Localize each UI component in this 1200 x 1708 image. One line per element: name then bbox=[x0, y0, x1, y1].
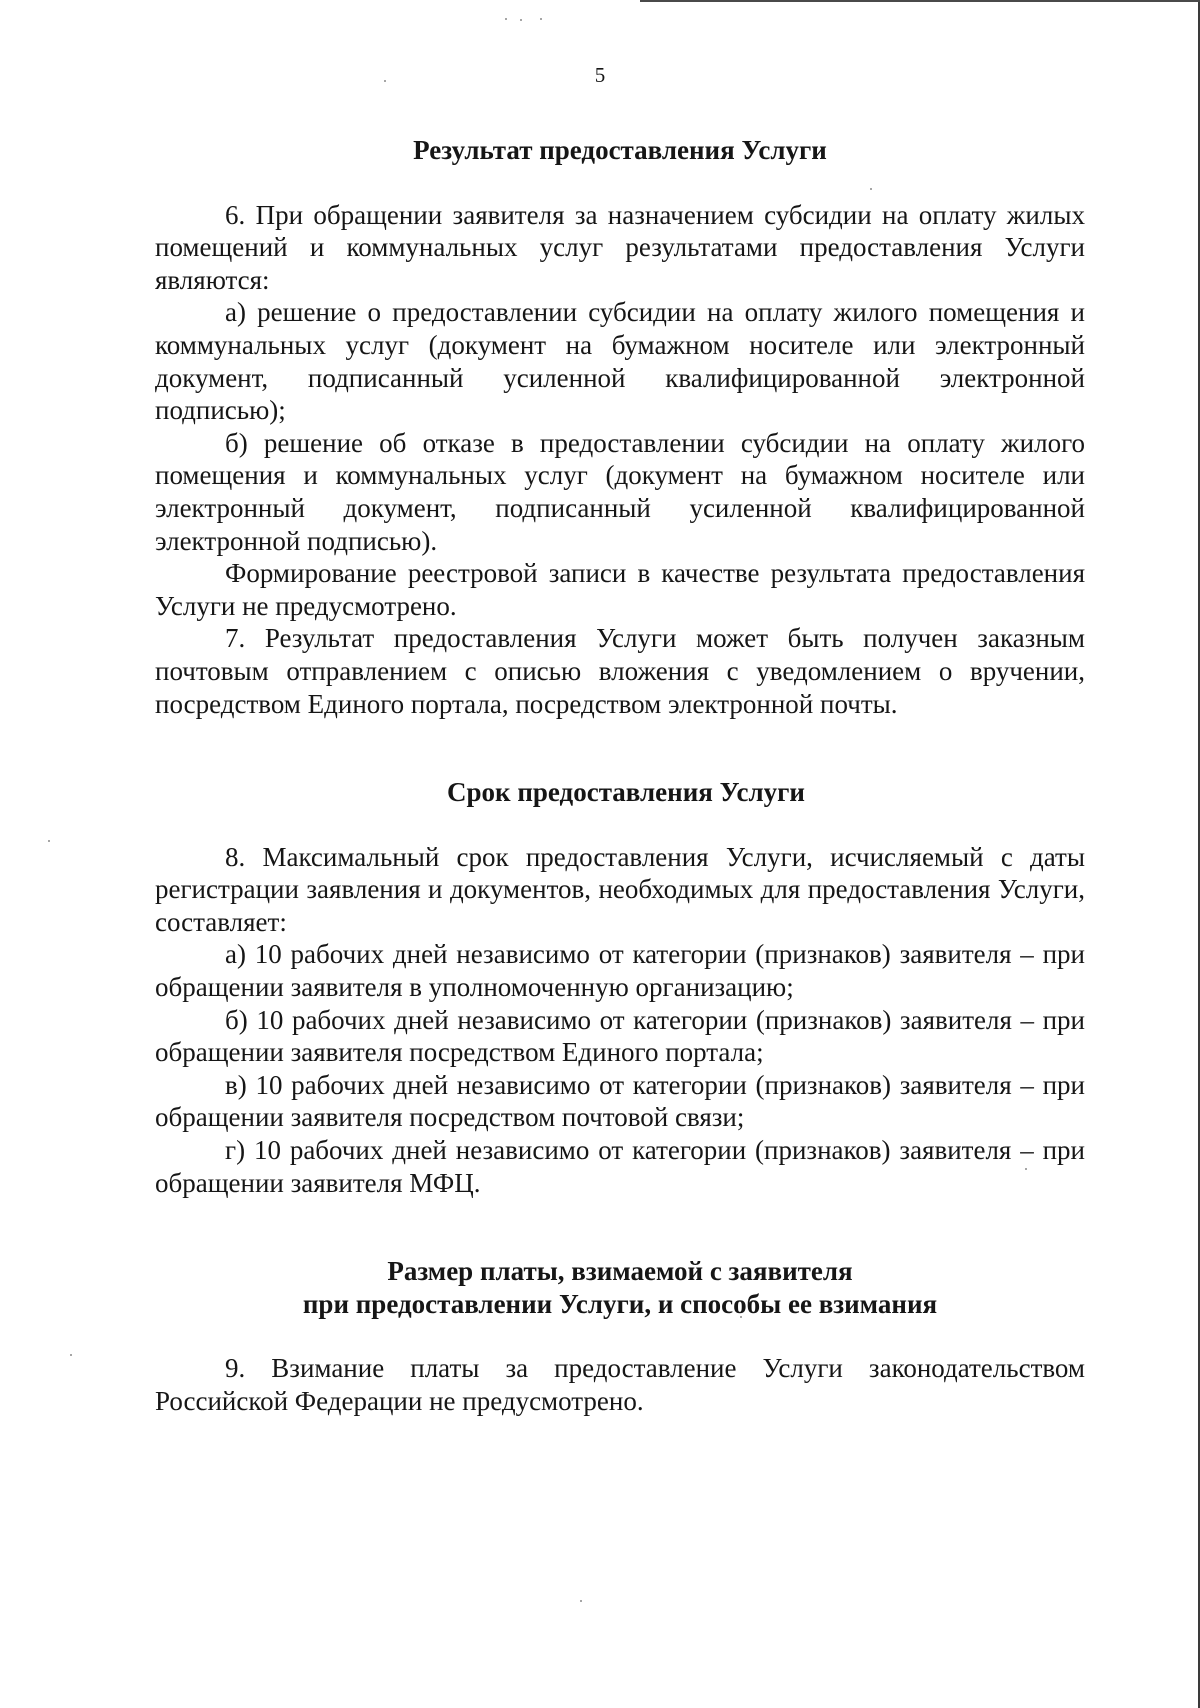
scan-speck bbox=[70, 1354, 72, 1356]
paragraph-7: 7. Результат предоставления Услуги может быть получен заказным почтовым отправлением с описью вложения с уведомлением о вручении, посредством Единого портала, посредством электронной почты. bbox=[155, 623, 1085, 719]
scan-speck bbox=[520, 19, 522, 21]
scan-speck bbox=[540, 18, 542, 20]
paragraph-registry-record: Формирование реестровой записи в качестве результата предоставления Услуги не предусмотрено. bbox=[155, 558, 1085, 621]
section-heading-term: Срок предоставления Услуги bbox=[447, 777, 805, 808]
page-number: 5 bbox=[594, 63, 606, 87]
paragraph-6-b: б) решение об отказе в предоставлении субсидии на оплату жилого помещения и коммунальных услуг (документ на бумажном носителе или электронный документ, подписанный усиленной квалифицированной электронной подписью). bbox=[155, 427, 1085, 556]
section-heading-result: Результат предоставления Услуги bbox=[413, 135, 827, 165]
paragraph-8-v: в) 10 рабочих дней независимо от категории (признаков) заявителя – при обращении заявителя посредством почтовой связи; bbox=[155, 1069, 1085, 1133]
scan-top-line bbox=[640, 0, 1200, 2]
paragraph-8-a: а) 10 рабочих дней независимо от категории (признаков) заявителя – при обращении заявителя в уполномоченную организацию; bbox=[155, 939, 1085, 1003]
paragraph-6-a: а) решение о предоставлении субсидии на оплату жилого помещения и коммунальных услуг (документ на бумажном носителе или электронный документ, подписанный усиленной квалифицированной электронной подписью); bbox=[155, 297, 1085, 426]
paragraph-8-b: б) 10 рабочих дней независимо от категории (признаков) заявителя – при обращении заявителя посредством Единого портала; bbox=[155, 1004, 1085, 1068]
section-heading-fee-line-2: при предоставлении Услуги, и способы ее взимания bbox=[302, 1288, 938, 1319]
scan-speck bbox=[580, 1600, 582, 1602]
scan-speck bbox=[505, 18, 507, 20]
paragraph-8-g: г) 10 рабочих дней независимо от категории (признаков) заявителя – при обращении заявителя МФЦ. bbox=[155, 1135, 1085, 1198]
document-body bbox=[155, 134, 1085, 1418]
paragraph-6: 6. При обращении заявителя за назначением субсидии на оплату жилых помещений и коммунальных услуг результатами предоставления Услуги являются: bbox=[155, 199, 1085, 295]
scan-speck bbox=[48, 840, 50, 842]
paragraph-8: 8. Максимальный срок предоставления Услуги, исчисляемый с даты регистрации заявления и документов, необходимых для предоставления Услуги, составляет: bbox=[155, 841, 1085, 937]
paragraph-9: 9. Взимание платы за предоставление Услуги законодательством Российской Федерации не предусмотрено. bbox=[155, 1353, 1085, 1416]
section-heading-fee-line-1: Размер платы, взимаемой с заявителя bbox=[387, 1256, 853, 1287]
